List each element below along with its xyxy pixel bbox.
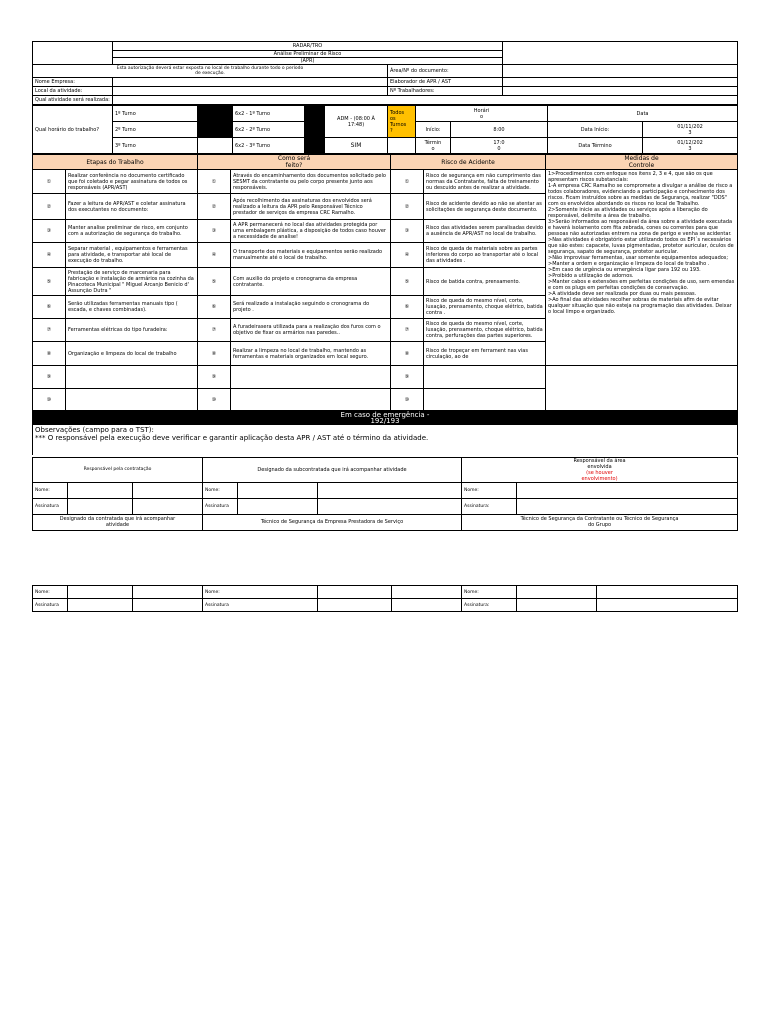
termino-line1: Términ	[424, 139, 442, 146]
signature-field-1a[interactable]	[68, 498, 133, 514]
sig-designado-contratada	[33, 514, 203, 530]
bottom-signature-field-3b[interactable]	[597, 599, 738, 612]
step-number: ③	[33, 220, 66, 243]
name-field-2b[interactable]	[318, 482, 462, 498]
sig-tecnico-contratante-line2: do Grupo	[587, 522, 612, 528]
workers-field[interactable]	[503, 87, 738, 96]
workers-label: Nº Trabalhadores:	[388, 87, 503, 96]
risk-text: Risco de tropeçar em ferrament nas vias circulação, ao de	[424, 342, 546, 366]
control-measure: >Manter cabos e extensões em perfeitas condições de uso, sem emendas e com os plugs em perfeitas condições de conservação.	[548, 279, 735, 291]
shift-6x2-2: 6x2 - 2º Turno	[233, 122, 305, 138]
control-measures-blank[interactable]	[546, 366, 738, 411]
how-text: Será realizado a instalação seguindo o cronograma do projeto .	[231, 296, 391, 319]
how-number: ⑩	[198, 389, 231, 411]
signature-label: Assinatura:	[462, 599, 517, 612]
data-termino-value[interactable]	[643, 138, 738, 154]
risk-text[interactable]	[424, 366, 546, 389]
control-measure: 1>Procedimentos com enfoque nos itens 2, 3 e 4, que são os que apresentam riscos substanciais:	[548, 171, 713, 183]
sig-designado-contratada-line1: Designado da contratada que irá acompanhar	[59, 516, 176, 522]
location-field[interactable]	[113, 87, 388, 96]
shift-3-check[interactable]	[198, 138, 233, 154]
how-number: ⑧	[198, 342, 231, 366]
col-medidas-line1: Medidas de	[624, 155, 659, 162]
step-text[interactable]	[66, 389, 198, 411]
control-measure: 3>Serão informados ao responsável da área sobre a atividade executada e haverá isolamento com fita zebrada, cones ou correntes para que pessoas não autorizadas entrem na zona de perigo e venha se acidentar.	[548, 219, 733, 237]
shift-6x2-1-check[interactable]	[305, 106, 325, 122]
horario-line1: Horári	[473, 107, 490, 114]
termino-label	[416, 138, 451, 154]
col-medidas-line2: Controle	[628, 162, 655, 169]
bottom-signature-field-3a[interactable]	[517, 599, 597, 612]
data-termino-line2: 3	[688, 145, 692, 152]
how-number: ①	[198, 170, 231, 194]
emergency-line1: Em caso de emergência -	[340, 410, 430, 419]
risk-number: ⑤	[391, 268, 424, 296]
name-label: Nome:	[33, 482, 68, 498]
signature-label: Assinatura	[33, 498, 68, 514]
shift-adm	[325, 106, 388, 138]
location-label: Local da atividade:	[33, 87, 113, 96]
col-como-line2: feito?	[285, 162, 303, 169]
sig-resp-contratada: Responsável pela contratação	[33, 457, 203, 482]
step-text: Prestação de serviço de marcenaria para fabricação e instalação de armários na cozinha da Pinacoteca Municipal " Miguel Arcanjo Benicio d' Assunção Dutra "	[66, 268, 198, 296]
termino-time[interactable]	[451, 138, 548, 154]
how-text: A furadeirasera utilizada para a realização dos furos com o objetivo de fixar os armários nas paredes..	[231, 319, 391, 342]
doc-subtitle: (APR)	[113, 58, 503, 65]
doc-title: Análise Preliminar de Risco	[113, 51, 503, 58]
step-number: ⑩	[33, 389, 66, 411]
name-field-2a[interactable]	[238, 482, 318, 498]
step-text: Fazer a leitura de APR/AST e coletar assinatura dos executantes no documento:	[66, 194, 198, 220]
step-number: ④	[33, 243, 66, 268]
name-label: Nome:	[33, 586, 68, 599]
data-inicio-line2: 3	[688, 129, 692, 136]
company-field[interactable]	[113, 78, 388, 87]
control-measure: >Manter a ordem e organização e limpeza do local de trabalho .	[548, 261, 710, 267]
data-termino-label: Data Término	[548, 138, 643, 154]
risk-number: ②	[391, 194, 424, 220]
how-number: ⑨	[198, 366, 231, 389]
termino-time-line1: 17:0	[493, 139, 505, 146]
signature-label: Assinatura	[203, 599, 318, 612]
control-measure: 2>Somente inicie as atividades ou serviços após a liberação do responsável, delimite a área de trabalho.	[548, 207, 708, 219]
step-text[interactable]	[66, 366, 198, 389]
sig-resp-area-line2: envolvida	[587, 463, 612, 470]
step-number: ②	[33, 194, 66, 220]
sig-resp-area-note2: envolvimento)	[581, 475, 618, 482]
horario-line2: o	[479, 113, 484, 120]
shift-2: 2º Turno	[113, 122, 198, 138]
risk-text: Risco de batida contra, prensamento.	[424, 268, 546, 296]
name-field-1b[interactable]	[133, 482, 203, 498]
how-text: Realizar a limpeza no local de trabalho, mantendo as ferramentas e materiais organizados em local seguro.	[231, 342, 391, 366]
control-measure: >Não improvisar ferramentas, usar somente equipamentos adequados;	[548, 255, 729, 261]
name-label: Nome:	[462, 482, 517, 498]
col-risco-header: Risco de Acidente	[391, 155, 546, 170]
how-number: ④	[198, 243, 231, 268]
control-measures	[546, 170, 738, 366]
bottom-name-field-3b[interactable]	[597, 586, 738, 599]
control-measure: 1-A empresa CRC Ramalho se compromete a divulgar a análise de risco a todos colaboradores, evidenciando a participação e conhecimento dos riscos. Ficam instruídos sobre as medidas de Segurança, realizar "DDS" com os envolvidos abordando os riscos no local de Trabalho.	[548, 183, 733, 207]
control-measure: >Proibido a utilização de adornos.	[548, 273, 634, 279]
col-etapas-header: Etapas do Trabalho	[33, 155, 198, 170]
risk-number: ⑩	[391, 389, 424, 411]
how-number: ⑦	[198, 319, 231, 342]
signature-label: Assinatura	[33, 599, 68, 612]
bottom-signature-field-2b[interactable]	[392, 599, 462, 612]
risk-text: Risco de queda de materiais sobre as partes inferiores do corpo ao transportar até o local das atividades .	[424, 243, 546, 268]
author-field[interactable]	[503, 78, 738, 87]
step-text: Ferramentas elétricas do tipo furadeira:	[66, 319, 198, 342]
risk-text: Risco das atividades serem paralisadas devido a ausência de APR/AST no local de trabalho.	[424, 220, 546, 243]
risk-number: ⑨	[391, 366, 424, 389]
col-como-line1: Como será	[277, 155, 311, 162]
data-header: Data	[548, 106, 738, 122]
logo-area	[33, 42, 113, 65]
name-label: Nome:	[462, 586, 517, 599]
bottom-name-field-2a[interactable]	[318, 586, 392, 599]
risk-number: ⑥	[391, 296, 424, 319]
all-shifts-line2: os	[390, 115, 396, 122]
exposure-notice	[33, 65, 388, 78]
all-shifts-line3: Turnos	[390, 121, 407, 128]
step-number: ⑥	[33, 296, 66, 319]
step-text: Serão utilizadas ferramentas manuais tipo ( escada, e chaves combinadas).	[66, 296, 198, 319]
risk-table	[32, 154, 738, 455]
inicio-label: Início:	[416, 122, 451, 138]
sig-resp-area-line1: Responsável da área	[573, 457, 626, 464]
horario-header	[416, 106, 548, 122]
control-measure: >A atividade deve ser realizada por duas ou mais pessoas.	[548, 291, 697, 297]
step-number: ⑨	[33, 366, 66, 389]
activity-field[interactable]	[113, 96, 738, 105]
risk-text[interactable]	[424, 389, 546, 411]
how-text: Através do encaminhamento dos documentos solicitado pelo SESMT da contratante ou pelo corpo presente junto aos responsáveis.	[231, 170, 391, 194]
how-text: Após recolhimento das assinaturas dos envolvidos será realizado a leitura da APR pelo Responsável Técnico prestador de serviços da empresa CRC Ramalho.	[231, 194, 391, 220]
bottom-signature-table	[32, 585, 738, 612]
signature-field-2b[interactable]	[318, 498, 462, 514]
sig-resp-area-note1: (se houver	[586, 469, 613, 476]
sig-designado-sub: Designado da subcontratada que irá acompanhar atividade	[203, 457, 462, 482]
how-number: ⑥	[198, 296, 231, 319]
how-text: Com auxilio do projeto e cronograma da empresa contratante.	[231, 268, 391, 296]
data-inicio-line1: 01/11/202	[677, 123, 703, 130]
signature-field-2a[interactable]	[238, 498, 318, 514]
how-text: A APR permanecerá no local das atividades protegida por uma embalagem plástica, a disposição de todos caso houver a necessidade de analise!	[231, 220, 391, 243]
activity-label: Qual atividade será realizada:	[33, 96, 113, 105]
author-label: Elaborador de APR / AST	[388, 78, 503, 87]
exposure-notice-line1: Esta autorização deverá estar exposta no local de trabalho durante todo o período	[116, 66, 304, 71]
step-text: Organização e limpeza do local de trabalho	[66, 342, 198, 366]
data-inicio-value[interactable]	[643, 122, 738, 138]
step-number: ①	[33, 170, 66, 194]
how-text: O transporte dos materiais e equipamentos serão realizado manualmente até o local de trabalho.	[231, 243, 391, 268]
col-como-header	[198, 155, 391, 170]
area-label: Área/Nº do documento:	[388, 65, 503, 78]
bottom-name-field-1a[interactable]	[68, 586, 133, 599]
table-row	[33, 366, 738, 389]
all-shifts-label	[388, 106, 416, 138]
risk-text: Risco de acidente devido ao não se atentar as solicitações de segurança deste documento.	[424, 194, 546, 220]
area-field[interactable]	[503, 65, 738, 78]
bottom-signature-field-1b[interactable]	[133, 599, 203, 612]
risk-text: Risco de queda do mesmo nível, corte, luxação, prensamento, choque elétrico, batida contra .	[424, 296, 546, 319]
shift-6x2-1: 6x2 - 1º Turno	[233, 106, 305, 122]
termino-time-line2: 0	[497, 145, 501, 152]
name-label: Nome:	[203, 586, 318, 599]
how-text[interactable]	[231, 389, 391, 411]
bottom-signature-field-1a[interactable]	[68, 599, 133, 612]
risk-text: Risco de queda do mesmo nível, corte, luxação, prensamento, choque elétrico, batida contra, perfurações das partes superiores.	[424, 319, 546, 342]
risk-number: ⑧	[391, 342, 424, 366]
shift-adm-line2: 17:48)	[347, 121, 365, 128]
emergency-line2: 192/193	[370, 416, 400, 425]
shift-2-check[interactable]	[198, 122, 233, 138]
bottom-signature-block	[32, 585, 737, 612]
bottom-name-field-2b[interactable]	[392, 586, 462, 599]
bottom-name-field-3a[interactable]	[517, 586, 597, 599]
step-text: Realizar conferência no documento certificado que foi coletado e pegar assinatura de todos os responsáveis (APR/AST)	[66, 170, 198, 194]
emergency-banner	[33, 411, 738, 425]
all-shifts-line4: ?	[390, 127, 393, 134]
risk-number: ①	[391, 170, 424, 194]
col-medidas-header	[546, 155, 738, 170]
risk-number: ③	[391, 220, 424, 243]
name-field-1a[interactable]	[68, 482, 133, 498]
shift-6x2-3: 6x2 - 3º Turno	[233, 138, 305, 154]
observations-title: Observações (campo para o TST):	[35, 426, 154, 434]
signature-field-1b[interactable]	[133, 498, 203, 514]
termino-line2: o	[431, 145, 435, 152]
sig-designado-contratada-line2: atividade	[105, 522, 130, 528]
control-measure: >Nas atividades é obrigatório estar utilizando todos os EPI´s necessários que são estes: capacete, luvas pigmentadas, protetor auricular, óculos de segurança, sapato de segurança, protetor auricular.	[548, 237, 734, 255]
bottom-signature-field-2a[interactable]	[318, 599, 392, 612]
risk-number: ⑦	[391, 319, 424, 342]
shift-6x2-2-check[interactable]	[305, 122, 325, 138]
table-row	[33, 170, 738, 194]
sig-tecnico-contratante-line1: Técnico de Segurança da Contratante ou Técnico de Segurança	[520, 516, 679, 522]
data-termino-line1: 01/12/202	[677, 139, 703, 146]
step-text: Manter analise preliminar de risco, em conjunto com a autorização de segurança do trabalho.	[66, 220, 198, 243]
shift-1: 1º Turno	[113, 106, 198, 122]
signature-label: Assinatura	[203, 498, 238, 514]
observations-box[interactable]	[33, 425, 738, 455]
step-number: ⑦	[33, 319, 66, 342]
name-field-3[interactable]	[517, 482, 738, 498]
sig-resp-area	[462, 457, 738, 482]
header-right-blank	[503, 42, 738, 65]
data-inicio-label: Data Início:	[548, 122, 643, 138]
shift-1-check[interactable]	[198, 106, 233, 122]
shift-6x2-3-check[interactable]	[305, 138, 325, 154]
inicio-time[interactable]: 8:00	[451, 122, 548, 138]
shift-adm-sim[interactable]: SIM	[325, 138, 388, 154]
name-label: Nome:	[203, 482, 238, 498]
observations-text: *** O responsável pela execução deve verificar e garantir aplicação desta APR / AST até o término da atividade.	[35, 434, 429, 442]
sig-tecnico-prestadora: Técnico de Segurança da Empresa Prestadora de Serviço	[203, 514, 462, 530]
how-number: ③	[198, 220, 231, 243]
company-label: Nome Empresa:	[33, 78, 113, 87]
step-number: ⑤	[33, 268, 66, 296]
sig-tecnico-contratante	[462, 514, 738, 530]
shift-table	[32, 105, 738, 154]
header-table	[32, 41, 738, 105]
shift-3: 3º Turno	[113, 138, 198, 154]
control-measure: >Ao final das atividades recolher sobras de materiais afim de evitar qualquer situação que não esteja na programação das atividades. Deixar o local limpo e organizado.	[548, 297, 732, 315]
risk-text: Risco de segurança em não cumprimento das normas da Contratante, falta de treinamento ou descuido antes de realizar a atividade.	[424, 170, 546, 194]
how-number: ⑤	[198, 268, 231, 296]
signature-label: Assinatura:	[462, 498, 517, 514]
control-measure: >Em caso de urgência ou emergência ligar para 192 ou 193.	[548, 267, 701, 273]
exposure-notice-line2: de execução.	[195, 71, 225, 76]
radar-label: RADAR/TRO	[113, 42, 503, 51]
how-number: ②	[198, 194, 231, 220]
shift-adm-line1: ADM - (08:00 À	[337, 115, 375, 122]
signature-field-3[interactable]	[517, 498, 738, 514]
bottom-name-field-1b[interactable]	[133, 586, 203, 599]
how-text[interactable]	[231, 366, 391, 389]
schedule-label: Qual horário do trabalho?	[33, 106, 113, 154]
signature-table	[32, 457, 738, 531]
all-shifts-line1: Todos	[390, 109, 405, 116]
risk-number: ④	[391, 243, 424, 268]
step-text: Separar material , equipamentos e ferramentas para atividade, e transportar até local de execução do trabalho.	[66, 243, 198, 268]
all-shifts-check[interactable]	[388, 138, 416, 154]
apr-form	[32, 41, 737, 531]
step-number: ⑧	[33, 342, 66, 366]
